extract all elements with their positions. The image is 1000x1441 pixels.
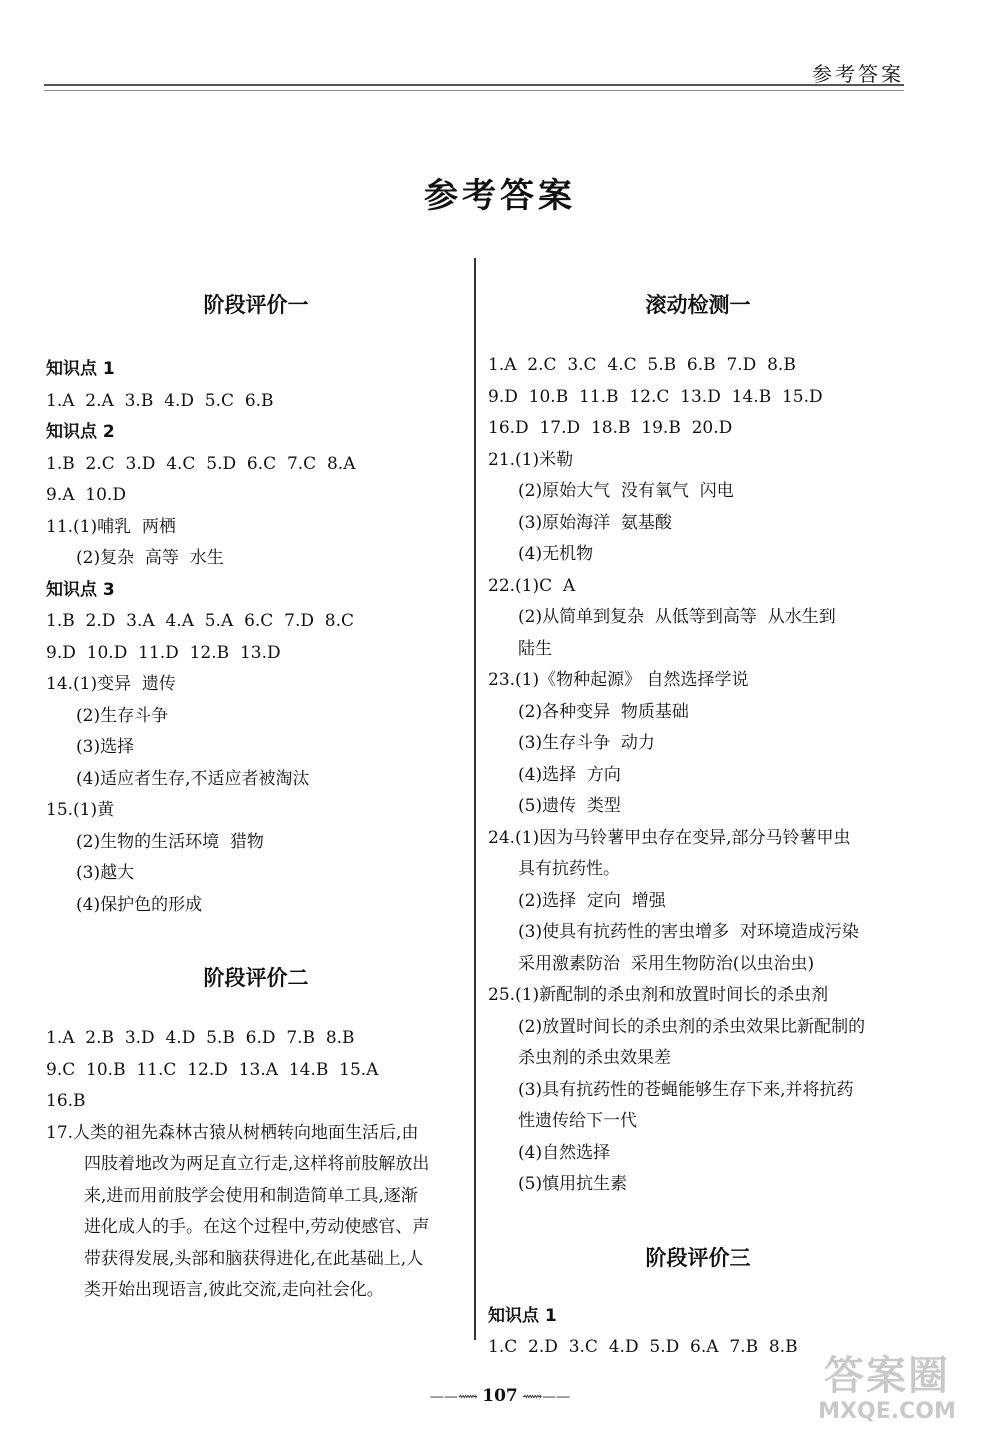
- answer-line: (2)生物的生活环境 猎物: [76, 831, 264, 852]
- answer-line: 25.(1)新配制的杀虫剂和放置时间长的杀虫剂: [488, 985, 829, 1005]
- section-title: 滚动检测一: [645, 293, 751, 317]
- answer-line: 1.A 2.B 3.D 4.D 5.B 6.D 7.B 8.B: [46, 1028, 355, 1048]
- answer-line: (2)选择 定向 增强: [518, 890, 666, 911]
- answer-line: (3)使具有抗药性的害虫增多 对环境造成污染: [518, 922, 859, 942]
- answer-line: 1.C 2.D 3.C 4.D 5.D 6.A 7.B 8.B: [488, 1337, 798, 1357]
- running-header: 参考答案: [812, 62, 904, 86]
- answer-line: (4)自然选择: [518, 1142, 611, 1163]
- answer-line: 15.(1)黄: [46, 800, 115, 820]
- page-number: 107: [482, 1386, 518, 1406]
- answer-line: 14.(1)变异 遗传: [46, 674, 176, 694]
- answer-line: 1.A 2.A 3.B 4.D 5.C 6.B: [46, 390, 274, 411]
- header-rule: [44, 84, 904, 86]
- answer-line: 9.D 10.D 11.D 12.B 13.D: [46, 642, 281, 663]
- answer-line: 采用激素防治 采用生物防治(以虫治虫): [518, 953, 815, 974]
- answer-line: 1.B 2.C 3.D 4.C 5.D 6.C 7.C 8.A: [46, 453, 356, 474]
- answer-line: 23.(1)《物种起源》 自然选择学说: [488, 670, 749, 690]
- answer-line: (4)适应者生存,不适应者被淘汰: [76, 768, 310, 789]
- answer-line: 杀虫剂的杀虫效果差: [518, 1048, 671, 1068]
- answer-line: 性遗传给下一代: [518, 1111, 637, 1131]
- watermark-url: MXQE.COM: [818, 1399, 956, 1424]
- answer-line: (4)保护色的形成: [76, 894, 203, 915]
- answer-line: (2)从简单到复杂 从低等到高等 从水生到: [518, 607, 836, 627]
- footer-ornament-left: ——⟿: [429, 1389, 483, 1405]
- answer-line: 9.A 10.D: [46, 485, 126, 505]
- answer-line: 17.人类的祖先森林古猿从树栖转向地面生活后,由: [46, 1122, 419, 1143]
- watermark-logo: [792, 1352, 982, 1432]
- answer-line: 9.C 10.B 11.C 12.D 13.A 14.B 15.A: [46, 1059, 379, 1080]
- answer-line: (5)慎用抗生素: [518, 1174, 628, 1194]
- answer-line: (2)生存斗争: [76, 705, 169, 726]
- knowledge-point-heading: 知识点 2: [46, 422, 115, 442]
- watermark-text: 答案圈: [824, 1353, 950, 1399]
- page-title: 参考答案: [424, 176, 576, 216]
- answer-line: (4)选择 方向: [518, 764, 621, 785]
- answer-line: (3)生存斗争 动力: [518, 733, 655, 753]
- answer-line: (2)放置时间长的杀虫剂的杀虫效果比新配制的: [518, 1016, 866, 1037]
- section-title: 阶段评价三: [645, 1245, 751, 1270]
- section-title: 阶段评价一: [203, 293, 309, 317]
- column-divider: [474, 258, 476, 1340]
- answer-line: (3)原始海洋 氨基酸: [518, 512, 672, 533]
- answer-line: (2)各种变异 物质基础: [518, 701, 689, 722]
- answer-line: 进化成人的手。在这个过程中,劳动使感官、声: [84, 1217, 430, 1237]
- answer-line: 陆生: [518, 638, 552, 659]
- answer-line: 21.(1)米勒: [488, 449, 574, 470]
- answer-line: 16.D 17.D 18.B 19.B 20.D: [488, 418, 733, 438]
- answer-line: (4)无机物: [518, 544, 594, 564]
- answer-line: 11.(1)哺乳 两栖: [46, 516, 176, 537]
- answer-line: (3)越大: [76, 863, 135, 883]
- knowledge-point-heading: 知识点 1: [46, 359, 115, 379]
- answer-line: 22.(1)C A: [488, 575, 576, 596]
- answer-line: (2)复杂 高等 水生: [76, 548, 224, 568]
- answer-line: 具有抗药性。: [518, 859, 620, 879]
- answer-line: (2)原始大气 没有氧气 闪电: [518, 481, 734, 501]
- answer-line: 类开始出现语言,彼此交流,走向社会化。: [84, 1280, 384, 1300]
- answer-line: 1.A 2.C 3.C 4.C 5.B 6.B 7.D 8.B: [488, 355, 796, 375]
- answer-line: 来,进而用前肢学会使用和制造简单工具,逐渐: [84, 1185, 418, 1206]
- answer-line: 1.B 2.D 3.A 4.A 5.A 6.C 7.D 8.C: [46, 611, 355, 631]
- left-column: [46, 270, 466, 1307]
- answer-line: 四肢着地改为两足直立行走,这样将前肢解放出: [84, 1154, 430, 1174]
- right-column: [488, 270, 908, 1364]
- answer-line: (3)具有抗药性的苍蝇能够生存下来,并将抗药: [518, 1079, 854, 1100]
- header-rule-thin: [44, 90, 904, 91]
- knowledge-point-heading: 知识点 1: [488, 1305, 557, 1326]
- answer-line: 16.B: [46, 1091, 86, 1111]
- knowledge-point-heading: 知识点 3: [46, 579, 115, 600]
- footer-ornament-right: ⟿——: [517, 1389, 571, 1405]
- answer-line: 24.(1)因为马铃薯甲虫存在变异,部分马铃薯甲虫: [488, 827, 851, 848]
- answer-line: (3)选择: [76, 737, 135, 757]
- section-title: 阶段评价二: [203, 966, 309, 990]
- answer-line: 9.D 10.B 11.B 12.C 13.D 14.B 15.D: [488, 386, 823, 407]
- answer-line: 带获得发展,头部和脑获得进化,在此基础上,人: [84, 1248, 424, 1269]
- answer-line: (5)遗传 类型: [518, 796, 621, 816]
